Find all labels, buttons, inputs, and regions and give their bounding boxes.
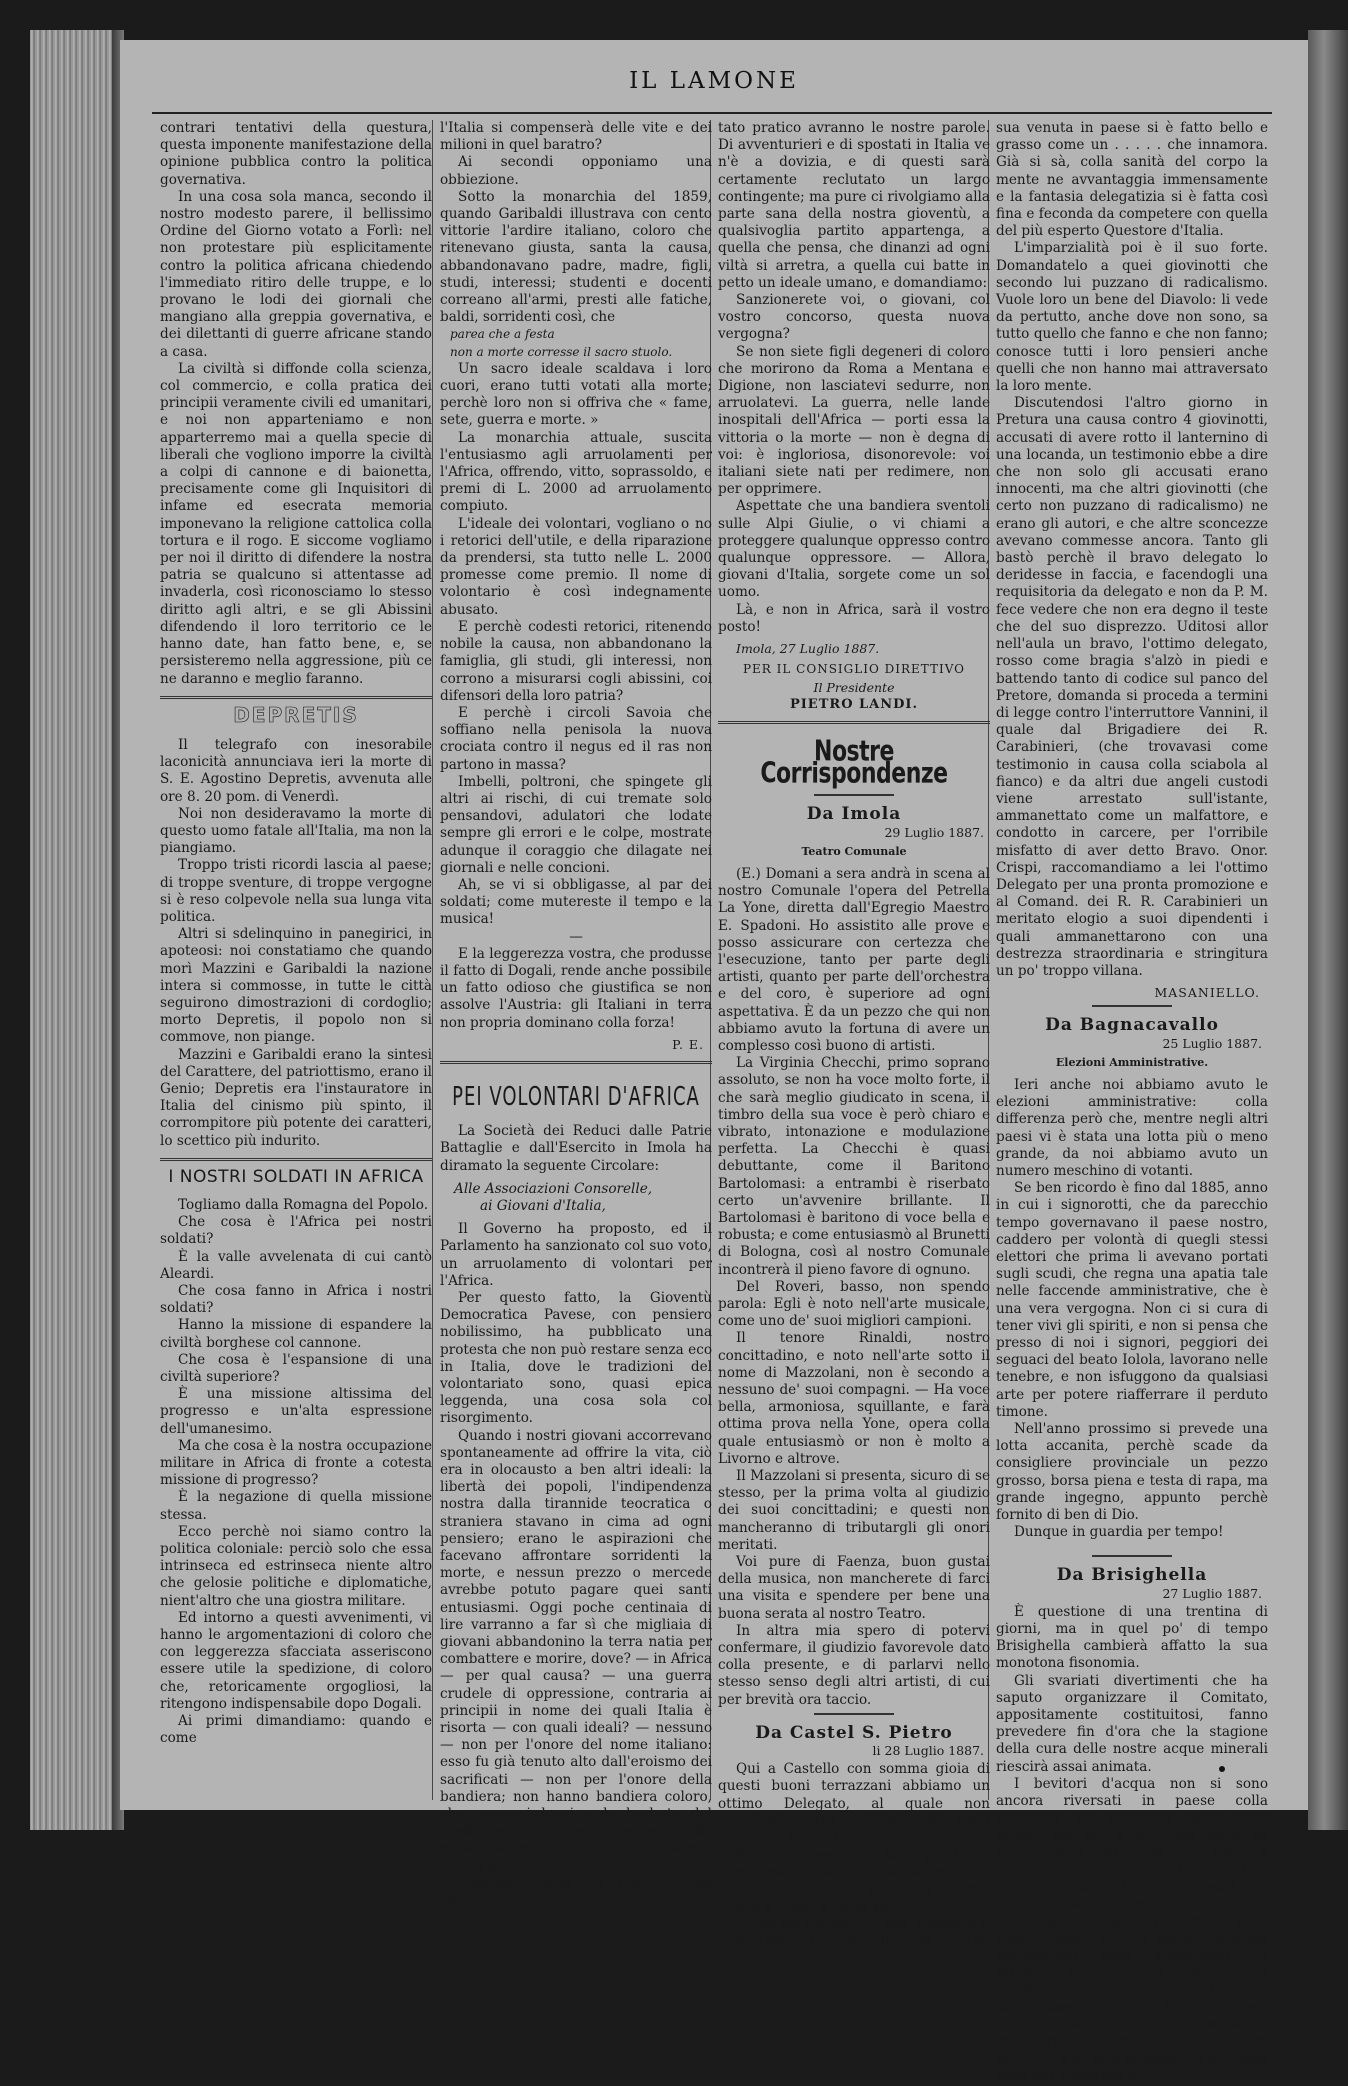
paragraph: Ma che cosa è la nostra occupazione militare in Africa di fronte a cotesta missione di progresso? xyxy=(160,1437,432,1489)
paragraph: L'ideale dei volontari, vogliano o no i retorici dell'utile, e della riparazione da prendersi, sta tutto nelle L. 2000 promesse come premio. Il nome di volontario è così indegnamente abusato. xyxy=(440,515,712,618)
city-title-bagnacavallo: Da Bagnacavallo xyxy=(1045,1015,1219,1036)
verse-line: non a morte corresse il sacro stuolo. xyxy=(450,344,673,359)
paragraph: sua venuta in paese si è fatto bello e grasso come un . . . . . che innamora. Già si sà, colla sanità del corpo la mente ne avvantaggia immensamente e la fantasia delegatizia si è fatta così fina e feconda da competere con quella del più esperto Questore d'Italia. xyxy=(996,120,1268,240)
paragraph: Ah, se vi si obbligasse, al par dei soldati; come mutereste il tempo e la musica! xyxy=(440,876,712,928)
short-rule xyxy=(1092,1005,1172,1007)
paragraph: Ieri anche noi abbiamo avuto le elezioni amministrative: colla differenza però che, mentre negli altri paesi vi è stata una lotta più o meno grande, da noi abbiamo avuto un numero meschino di votanti. xyxy=(996,1076,1268,1179)
paragraph: Sappiamo bene che poco o niun risul- xyxy=(440,1874,712,1909)
paragraph: I bevitori d'acqua non si sono ancora riversati in paese colla precocità ed affluenza degli anni scorsi, ma ciò è più che altro da attribuirsi al ritardo dei calori estivi, e conseguentemente al subito rallentamento dei lavori campestri. xyxy=(996,1775,1268,1896)
paragraph: Ed intorno a questi avvenimenti, vi hanno le argomentazioni di coloro che con leggerezza sfacciata asseriscono essere utile la spedizione, di coloro che, retoricamente orgogliosi, la ritengono indispensabile dopo Dogali. xyxy=(160,1609,432,1712)
dateline: 27 Luglio 1887. xyxy=(1162,1585,1262,1601)
section-title-corrispondenze: Nostre Corrispondenze xyxy=(760,735,948,791)
address-line: ai Giovani d'Italia, xyxy=(480,1197,606,1214)
paragraph: Sanzionerete voi, o giovani, col vostro concorso, questa nuova vergogna? xyxy=(718,292,990,343)
address-line: Alle Associazioni Consorelle, xyxy=(454,1180,653,1197)
paragraph: Il nostro paese è in fama per l'aria purissima, l'acque eccellenti, e raccomandatissimo per chi voglia vivere a lungo e far la pancia. xyxy=(718,1847,990,1915)
paragraph: Voi pure di Faenza, buon gustai della musica, non mancherete di farci una visita e spendere per bene una buona serata al nostro Teatro. xyxy=(718,1554,990,1622)
newspaper-page xyxy=(120,40,1308,2085)
paragraph: Se ben ricordo è fino dal 1885, anno in cui i signorotti, che da parecchio tempo governavano il paese nostro, caddero per volontà di quegli stessi elettori che prima li avevano portati sugli scudi, che regna una apatia tale nelle faccende amministrative, che è una vera vergogna. Non ci si cura di tener vivi gli spiriti, e non si pensa che presso di noi i signori, peggiori dei seguaci del beato Iolola, lavorano nelle tenebre, e non isfuggono da qualsiasi arte per potere riafferrare il perduto timone. xyxy=(996,1180,1268,1420)
paragraph: In altra mia spero di potervi confermare, il giudizio favorevole dato colla presente, e di parlarvi nello stesso senso degli altri artisti, di cui per brevità ora taccio. xyxy=(718,1622,990,1708)
short-rule xyxy=(814,794,894,796)
paragraph: E perchè codesti retorici, ritenendo nobile la causa, non abbandonano la famiglia, gli studi, gli interessi, non corrono a misurarsi cogli abissini, coi difensori della loro patria? xyxy=(440,618,712,704)
paragraph: E perchè i circoli Savoia che soffiano nella penisola la nuova crociata contro il negus ed il ras non partono in massa? xyxy=(440,704,712,773)
paragraph: Sotto la monarchia del 1859, quando Garibaldi illustrava con cento vittorie l'ardire italiano, coloro che ritenevano giusta, santa la causa, abbandonavano padre, madre, figli, studi, interessi; studenti e docenti correano all'armi, presti alle fatiche, baldi, sorridenti così, che xyxy=(440,188,712,326)
dateline: 25 Luglio 1887. xyxy=(1162,1035,1262,1051)
paragraph: È la valle avvelenata di cui cantò Aleardi. xyxy=(160,1248,432,1282)
paragraph: È la negazione di quella missione stessa. xyxy=(160,1489,432,1523)
column-4 xyxy=(996,120,1268,2086)
paragraph: È questione di una trentina di giorni, ma in quel po' di tempo Brisighella cambierà affatto la sua monotona fisonomia. xyxy=(996,1603,1268,1672)
masthead: IL LAMONE xyxy=(629,68,799,94)
paragraph: Un sacro ideale scaldava i loro cuori, erano tutti votati alla morte; perchè loro non si offriva che « fame, sete, guerra e morte. » xyxy=(440,360,712,429)
author-signature: MASANIELLO. xyxy=(1154,985,1260,1001)
short-rule xyxy=(814,1713,894,1715)
paragraph: La Virginia Checchi, primo soprano assoluto, se non ha voce molto forte, il che sarà meglio giudicato in scena, il timbro della sua voce è però chiaro e vibrato, intonazione e modulazione perfetta. La Checchi è quasi debuttante, come il Baritono Bartolomasi: a entrambi è riserbato certo un'avvenire brillante. Il Bartolomasi è baritono di voce bella e robusta; e come entusiasmò al Brunetti di Bologna, così al nostro Comunale incontrerà il pieno favore di ognuno. xyxy=(718,1055,990,1278)
paragraph: Togliamo dalla Romagna del Popolo. xyxy=(178,1196,429,1213)
city-title-brisighella: Da Brisighella xyxy=(1056,1565,1208,1586)
column-3 xyxy=(718,120,990,1951)
column-separator xyxy=(432,120,433,1800)
paragraph: Ai secondi opponiamo una obbiezione. xyxy=(440,154,712,188)
column-2 xyxy=(440,120,712,1909)
paragraph: contrari tentativi della questura, questa imponente manifestazione della opinione pubblica contro la politica governativa. xyxy=(160,120,432,188)
short-rule xyxy=(1092,1555,1172,1557)
paragraph: Che cosa fanno in Africa i nostri soldati? xyxy=(160,1283,432,1317)
place-date: Imola, 27 Luglio 1887. xyxy=(736,641,880,657)
paragraph: Dunque in guardia per tempo! xyxy=(1014,1524,1224,1541)
paragraph: Quando i nostri giovani accorrevano spontaneamente ad offrire la vita, ciò era in olocausto a ben altri ideali: la libertà dei popoli, l'indipendenza nostra dalla tirannide teocratica o straniera stavano in cima ad ogni pensiero; erano le aspirazioni che facevano affrontare sorridenti la morte, e nessun prezzo o mercede avrebbe potuto pagare quei santi entusiasmi. Oggi poche centinaia di lire varranno a far sì che migliaia di giovani abbandonino la terra natia per combattere e morire, dove? — in Africa — per qual causa? — una guerra crudele di oppressione, contraria ai principii in nome dei quali Italia è risorta — con quali ideali? — nessuno — non per l'onore del nome italiano: esso fu già tenuto alto dall'eroismo dei sacrificati — non per l'onore della bandiera; non hanno bandiera coloro, che, come i lanzi e le barbute del medio evo, o come i mercenari del papa, mettono a prezzo il loro braccio; in una parola, sono assoldati. xyxy=(440,1427,712,1874)
book-binding xyxy=(30,30,118,1830)
paragraph: Mazzini e Garibaldi erano la sintesi del Carattere, del patriottismo, erano il Genio; Depretis era l'instauratore in Italia del cinismo più spinto, il corrompitore più potente dei caratteri, lo scettico più indurito. xyxy=(160,1046,432,1149)
paragraph: Per questo fatto, la Gioventù Democratica Pavese, con pensiero nobilissimo, ha pubblicato una protesta che non può restare senza eco in Italia, dove le tradizioni del volontariato sono, quasi epica leggenda, una cosa sola col risorgimento. xyxy=(440,1290,712,1427)
paragraph: In una cosa sola manca, secondo il nostro modesto parere, il bellissimo Ordine del Giorno votato a Forlì: nel non protestare più esplicitamente contro la politica africana chiedendo l'immediato ritiro delle truppe, e lo provano le lodi dei giornali che mangiano alla greppia governativa, e dei dilettanti di guerre africane stando a casa. xyxy=(160,188,432,360)
next-page-edge xyxy=(1308,30,1348,1830)
paragraph: Troppo tristi ricordi lascia al paese; di troppe sventure, di troppe vergogne si è reso colpevole nella sua lunga vita politica. xyxy=(160,857,432,925)
paragraph: Discutendosi l'altro giorno in Pretura una causa contro 4 giovinotti, accusati di avere rotto il lanternino di una locanda, un testimonio ebbe a dire che non solo gli accusati erano innocenti, ma che altri giovinotti (che certo non puzzano di radicalismo) ne erano gli autori, e che altre sconcezze avevano commesse ancora. Tanto gli bastò perchè il bravo delegato lo deridesse in faccia, e facendogli una requisitoria da delegato e non da P. M. fece vedere che non era degno il teste che del suo disprezzo. Uditosi allor nell'aula un bravo, l'ottimo delegato, rosso come bragia s'alzò in piedi e battendo tanto di codice sul panco del Pretore, domanda si proceda a termini di legge contro l'interruttore Vannini, il quale dal Brigadiere dei R. Carabinieri, (che trovavasi come testimonio in causa colla sciabola al fianco) e da altri due angeli custodi viene arrestato sull'istante, ammanettato come un malfattore, e condotto in carcere, per l'orribile misfatto di aver detto Bravo. Onor. Crispi, raccomandiamo a lei l'ottimo Delegato per una pronta promozione e al Comand. dei R. R. Carabinieri un meritato elogio a suoi dipendenti i quali ammanettarono con una destrezza straordinaria e stringitura un po' troppo villana. xyxy=(996,395,1268,979)
paragraph: l'Italia si compenserà delle vite e dei milioni in quel baratro? xyxy=(440,120,712,154)
section-title-soldati: I NOSTRI SOLDATI IN AFRICA xyxy=(168,1166,424,1187)
masthead-rule xyxy=(152,112,1272,114)
paragraph: Che cosa è l'espansione di una civiltà superiore? xyxy=(160,1351,432,1386)
paragraph: La Società dei Reduci dalle Patrie Battaglie e dall'Esercito in Imola ha diramato la seguente Circolare: xyxy=(440,1123,712,1174)
paragraph: tato pratico avranno le nostre parole. Di avventurieri e di spostati in Italia ve n'è a dovizia, e di questi sarà certamente reclutato un largo contingente; ma pure ci rivolgiamo alla parte sana della nostra gioventù, a qualsivoglia partito appartenga, a quella che pensa, che dinanzi ad ogni viltà si arretra, a quella cui batte in petto un ideale umano, e domandiamo: xyxy=(718,120,990,291)
subheading: Teatro Comunale xyxy=(801,844,907,858)
separator-dash: — xyxy=(569,928,583,945)
section-title-depretis: DEPRETIS xyxy=(233,702,359,727)
paragraph: Gli svariati divertimenti che ha saputo organizzare il Comitato, appositamente costituitosi, fanno prevedere fin d'ora che la stagione della cura delle nostre acque minerali riescirà assai animata. xyxy=(996,1672,1268,1775)
paragraph: È una missione altissima del progresso e un'alta espressione dell'umanesimo. xyxy=(160,1386,432,1437)
city-title-castel: Da Castel S. Pietro xyxy=(755,1722,953,1743)
paragraph: Hanno la missione di espandere la civiltà borghese col cannone. xyxy=(160,1317,432,1351)
dateline: li 28 Luglio 1887. xyxy=(872,1743,984,1759)
paragraph: La civiltà si diffonde colla scienza, col commercio, e colla pratica dei principii veramente civili ed umanitari, e noi non apparteniamo e non apparterremo mai a quella specie di liberali che vogliono imporre la civiltà a colpi di cannone e di baionetta, precisamente come gli Inquisitori di infame ed esecrata memoria imponevano la religione cattolica colla tortura e il rogo. E siccome vogliamo per noi il diritto di difendere la nostra patria se qualcuno si attentasse ad invaderla, così riconosciamo lo stesso diritto agli altri, e se gli Abissini difendendo il loro territorio ce le hanno date, han fatto bene, e, se persisteremo nella aggressione, più ce ne daranno e meglio faranno. xyxy=(160,360,432,687)
paragraph: Nell'anno prossimo si prevede una lotta accanita, perchè scade da consigliere provinciale un pezzo grosso, borsa piena e testa di rapa, ma grande ingegno, appunto perchè fornito di ben di Dio. xyxy=(996,1421,1268,1524)
paragraph: Il tenore Rinaldi, nostro concittadino, e noto nell'arte sotto il nome di Mazzolani, non è secondo a nessuno de' suoi compagni. — Ha voce bella, armoniosa, squillante, e farà ottima prova nella Yone, opera colla quale entusiasmò or non è molto a Livorno e altrove. xyxy=(718,1330,990,1467)
paragraph: Se non siete figli degeneri di coloro che morirono da Roma a Mentana e Digione, non lasciatevi sedurre, non arruolatevi. La guerra, nelle lande inospitali dell'Africa — porti essa la vittoria o la morte — non è degna di voi: è ingloriosa, disonorevole: voi italiani siete nati per redimere, non per opprimere. xyxy=(718,343,990,498)
subheading: Elezioni Amministrative. xyxy=(1055,1055,1209,1069)
paragraph: Noi non desideravamo la morte di questo uomo fatale all'Italia, ma non la piangiamo. xyxy=(160,805,432,857)
paragraph: La monarchia attuale, suscita l'entusiasmo agli arruolamenti per l'Africa, offrendo, vitto, soprassoldo, e premi di L. 2000 ad arruolamento compiuto. xyxy=(440,429,712,515)
paragraph: E che sia ciò vero lo può attestare il nostro bravo Delegato, il quale dopo la xyxy=(718,1916,990,1950)
city-title-imola: Da Imola xyxy=(806,804,902,825)
paragraph: Il telegrafo con inesorabile laconicità annunciava ieri la morte di S. E. Agostino Depretis, avvenuta alle ore 8. 20 pom. di Venerdì. xyxy=(160,736,432,805)
paragraph: L'imparzialità poi è il suo forte. Domandatelo a quei giovinotti che secondo lui puzzano di radicalismo. Vuole loro un bene del Diavolo: li vede da pertutto, anche dove non sono, sa tutto quello che fanno e che non fanno; conosce tutti i loro pensieri anche quelli che non hanno mai attraversato la loro mente. xyxy=(996,240,1268,395)
paragraph: Là, e non in Africa, sarà il vostro posto! xyxy=(718,601,990,635)
author-signature: P. E. xyxy=(672,1036,704,1052)
paragraph: E la leggerezza vostra, che produsse il fatto di Dogali, rende anche possibile un fatto odioso che giustifica se non assolve l'Austria: gli Italiani in terra non propria dominano colla forza! xyxy=(440,945,712,1031)
section-title-volontari: PEI VOLONTARI D'AFRICA xyxy=(452,1080,700,1112)
dateline: 29 Luglio 1887. xyxy=(884,824,984,840)
ink-dot xyxy=(1219,1766,1225,1772)
paragraph: Del Roveri, basso, non spendo parola: Egli è noto nell'arte musicale, come uno de' suoi migliori campioni. xyxy=(718,1278,990,1330)
president-label: Il Presidente xyxy=(813,679,895,695)
paragraph: Fra pochi giorni gli accenti cadenzati del dialetto Ravegnano ed il rumore degli zoccoli indiscretamente naccheranti sugli acciottolati, ci faranno tosto sapire che anche quest'anno le basse valli del Senio, della Marecchia e del Ronco, si sono spogliate dei loro abitanti, desiderosi di riparare alle fatiche di un lavoro diuturno e all'aria miasmatica di quelle zone per respirare a xyxy=(996,1896,1268,2085)
paragraph: Qui a Castello con somma gioia di questi buoni terrazzani abbiamo un ottimo Delegato, al quale non mancherà certo coll'aiuto dei santi protettori una brillante carriera. xyxy=(718,1761,990,1847)
paragraph: Ecco perchè noi siamo contro la politica coloniale: perciò solo che essa intrinseca ed estrinseca niente altro che gelosie politiche e diplomatiche, nient'altro che una giostra militare. xyxy=(160,1523,432,1609)
paragraph: Il Mazzolani si presenta, sicuro di se stesso, per la prima volta al giudizio dei suoi concittadini; e questi non mancheranno di tributargli gli onori meritati. xyxy=(718,1468,990,1553)
paragraph: (E.) Domani a sera andrà in scena al nostro Comunale l'opera del Petrella La Yone, diretta dall'Egregio Maestro E. Spadoni. Ho assistito alle prove e posso assicurare con certezza che l'esecuzione, tanto per parte degli artisti, quanto per parte dell'orchestra e del coro, è superiore ad ogni aspettativa. È da un pezzo che qui non abbiamo avuto la fortuna di avere un complesso così buono di artisti. xyxy=(718,865,990,1054)
column-1 xyxy=(160,120,432,1747)
paragraph: Aspettate che una bandiera sventoli sulle Alpi Giulie, o vi chiami a proteggere qualunque oppresso contro qualunque oppressore. — Allora, giovani d'Italia, sorgete come un sol uomo. xyxy=(718,498,990,601)
council-label: PER IL CONSIGLIO DIRETTIVO xyxy=(742,662,966,677)
paragraph: Che cosa è l'Africa pei nostri soldati? xyxy=(160,1214,432,1248)
paragraph: Ai primi dimandiamo: quando e come xyxy=(160,1713,432,1747)
paragraph: Il Governo ha proposto, ed il Parlamento ha sanzionato col suo voto, un arruolamento di volontari per l'Africa. xyxy=(440,1221,712,1289)
president-name: PIETRO LANDI. xyxy=(789,696,919,712)
paragraph: Imbelli, poltroni, che spingete gli altri ai rischi, di cui tremate solo pensandovi, adulatori che lodate sempre gli errori e le colpe, mostrate adunque il coraggio che dilagate nei giornali e nelle concioni. xyxy=(440,773,712,876)
verse-line: parea che a festa xyxy=(450,327,555,342)
paragraph: Altri si sdelinquino in panegirici, in apoteosi: noi constatiamo che quando morì Mazzini e Garibaldi la nazione intera si commosse, in tutte le città seguirono dimostrazioni di cordoglio; morto Depretis, il popolo non si commove, non piange. xyxy=(160,926,432,1046)
